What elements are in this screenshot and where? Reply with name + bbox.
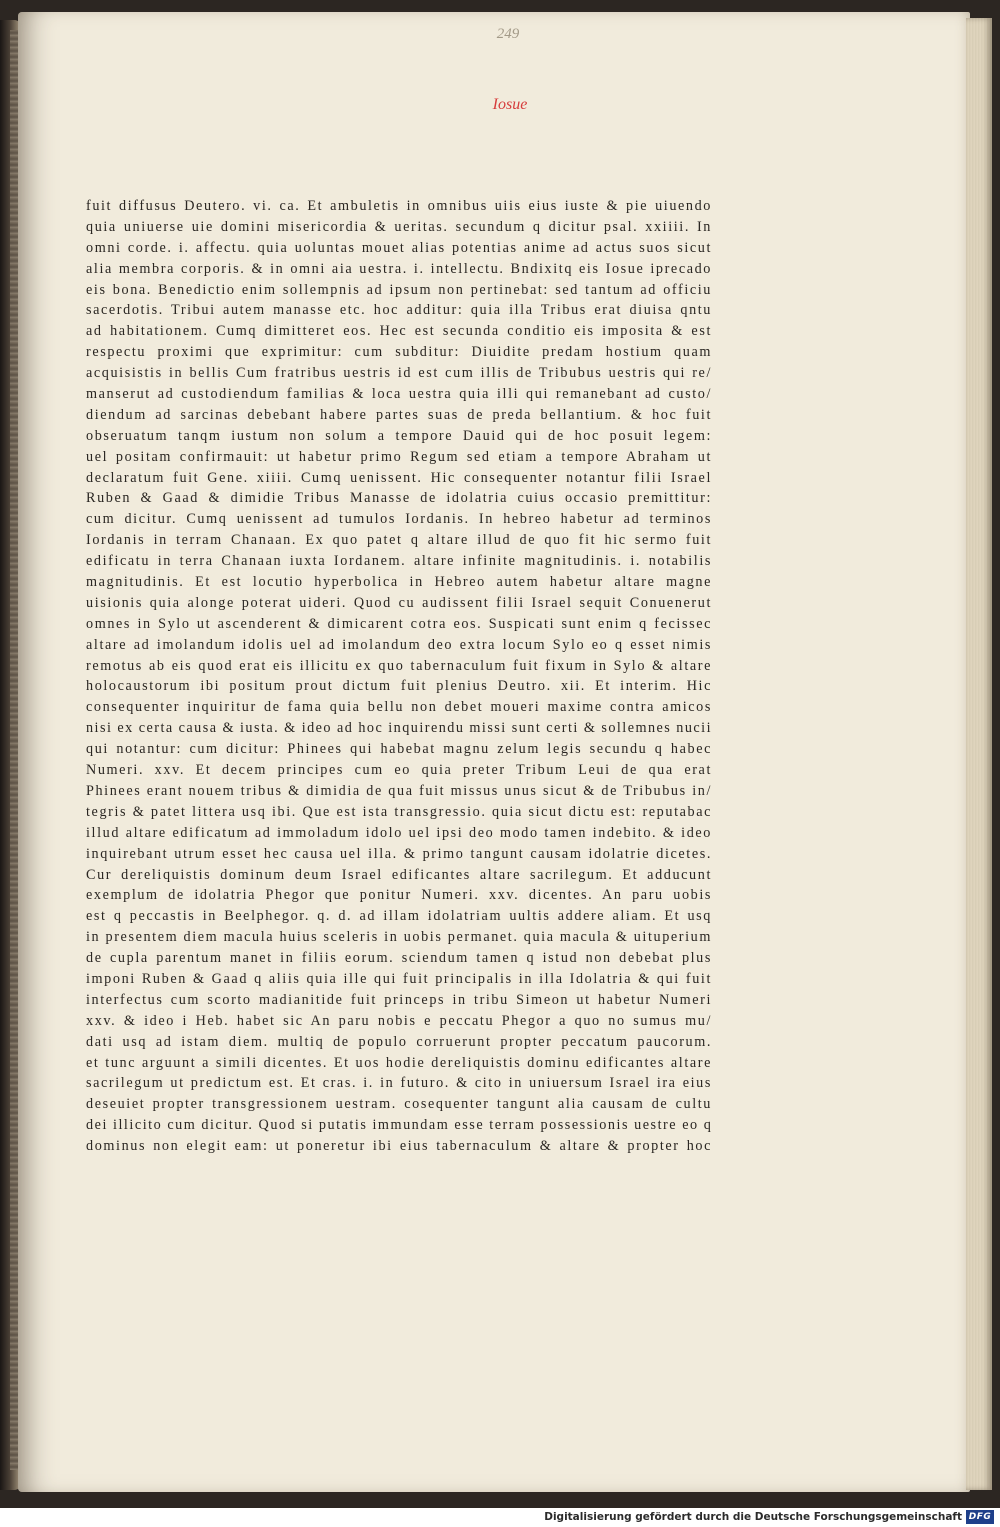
footer-credit: Digitalisierung gefördert durch die Deutsche Forschungsgemeinschaft	[544, 1511, 962, 1523]
text-line: omnes in Sylo ut ascenderent & dimicarent cotra eos. Suspicati sunt enim q fecissec	[86, 615, 712, 632]
text-line: deseuiet propter transgressionem uestram. cosequenter tangunt alia causam de cultu	[86, 1096, 712, 1113]
text-line: interfectus cum scorto madianitide fuit princeps in tribu Simeon ut habetur Numeri	[86, 991, 712, 1008]
text-line: diendum ad sarcinas debebant habere partes suas de preda bellantium. & hoc fuit	[86, 406, 712, 423]
text-line: Cur dereliquistis dominum deum Israel edificantes altare sacrilegum. Et adducunt	[86, 866, 712, 883]
text-line: respectu proximi que exprimitur: cum subditur: Diuidite predam hostium quam	[86, 344, 712, 361]
text-line: ad habitationem. Cumq dimitteret eos. Hec est secunda conditio eis imposita & est	[86, 323, 712, 340]
text-line: edificatu in terra Chanaan iuxta Iordanem. altare infinite magnitudinis. i. notabilis	[86, 553, 712, 570]
text-line: sacrilegum ut predictum est. Et cras. i. in futuro. & cito in uniuersum Israel ira eius	[86, 1075, 712, 1092]
running-head: Iosue	[492, 96, 528, 113]
folio-number: 249	[496, 26, 520, 42]
text-line: uel positam confirmauit: ut habetur primo Regum sed etiam a tempore Abraham ut	[86, 448, 712, 465]
text-line: dati usq ad istam diem. multiq de populo corruerunt propter peccatum paucorum.	[86, 1033, 712, 1050]
text-line: holocaustorum ibi positum prout dictum fuit plenius Deutro. xii. Et interim. Hic	[86, 678, 712, 695]
text-line: omni corde. i. affectu. quia uoluntas mouet alias potentias anime ad actus suos sicut	[86, 239, 712, 256]
dfg-logo: DFG	[966, 1510, 994, 1524]
text-line: dei illicito cum dicitur. Quod si putatis immundam esse terram possessionis uestre eo q	[86, 1117, 712, 1134]
text-column	[86, 196, 712, 1176]
text-line: imponi Ruben & Gaad q aliis quia ille qui fuit principalis in illa Idolatria & qui fuit	[86, 970, 712, 987]
text-line: obseruatum tanqm iustum non solum a tempore Dauid qui de hoc posuit legem:	[86, 427, 712, 444]
text-line: illud altare edificatum ad immoladum idolo uel ipsi deo modo tamen indebito. & ideo	[86, 824, 712, 841]
text-line: Ruben & Gaad & dimidie Tribus Manasse de idolatria cuius occasio premittitur:	[86, 490, 712, 507]
text-line: exemplum de idolatria Phegor que ponitur Numeri. xxv. dicentes. An paru uobis	[86, 887, 712, 904]
text-line: altare ad imolandum idolis uel ad imolandum deo extra locum Sylo eo q esset nimis	[86, 636, 712, 653]
text-line: remotus ab eis quod erat eis illicitu ex quo tabernaculum fuit fixum in Sylo & altare	[86, 657, 712, 674]
text-line: magnitudinis. Et est locutio hyperbolica in Hebreo autem habetur altare magne	[86, 574, 712, 591]
text-line: eis bona. Benedictio enim sollempnis ad ipsum non pertinebat: sed tantum ad officiu	[86, 281, 712, 298]
text-line: nisi ex certa causa & iusta. & ideo ad hoc inquirendu missi sunt certi & sollemnes nucii	[86, 720, 712, 737]
text-line: de cupla parentum manet in filiis eorum. sciendum tamen q istud non debebat plus	[86, 950, 712, 967]
text-line: quia uniuerse uie domini misericordia & ueritas. secundum q dicitur psal. xxiiii. In	[86, 218, 712, 235]
text-line: acquisistis in bellis Cum fratribus uestris id est cum illis de Tribubus uestris qui re/	[86, 365, 712, 382]
text-line: qui notantur: cum dicitur: Phinees qui habebat magnu zelum legis secundu q habec	[86, 741, 712, 758]
text-line: dominus non elegit eam: ut poneretur ibi eius tabernaculum & altare & propter hoc	[86, 1138, 712, 1155]
text-line: manserut ad custodiendum familias & loca uestra quia illi qui remanebant ad custo/	[86, 386, 712, 403]
text-line: inquirebant utrum esset hec causa uel illa. & primo tangunt causam idolatrie dicetes.	[86, 845, 712, 862]
text-line: consequenter inquiritur de fama quia bellu non debet moueri maxime contra amicos	[86, 699, 712, 716]
text-line: cum dicitur. Cumq uenissent ad tumulos Iordanis. In hebreo habetur ad terminos	[86, 511, 712, 528]
text-line: tegris & patet littera usq ibi. Que est ista transgressio. quia sicut dictu est: reputabac	[86, 803, 712, 820]
text-line: Phinees erant nouem tribus & dimidia de qua fuit missus unus sicut & de Tribubus in/	[86, 782, 712, 799]
text-line: et tunc arguunt a simili dicentes. Et uos hodie dereliquistis dominu edificantes altare	[86, 1054, 712, 1071]
text-line: declaratum fuit Gene. xiiii. Cumq uenissent. Hic consequenter notantur filii Israel	[86, 469, 712, 486]
text-line: Iordanis in terram Chanaan. Ex quo patet q altare illud de quo fit hic sermo fuit	[86, 532, 712, 549]
page-fore-edge	[966, 18, 992, 1490]
text-line: xxv. & ideo i Heb. habet sic An paru nobis e peccatu Phegor a quo no sumus mu/	[86, 1012, 712, 1029]
text-line: est q peccastis in Beelphegor. q. d. ad illam idolatriam uultis addere aliam. Et usq	[86, 908, 712, 925]
text-line: sacerdotis. Tribui autem manasse etc. hoc additur: quia illa Tribus erat diuisa qntu	[86, 302, 712, 319]
text-line: in presentem diem macula huius sceleris in uobis permanet. quia macula & uituperium	[86, 929, 712, 946]
text-line: alia membra corporis. & in omni aia uestra. i. intellectu. Bndixitq eis Iosue iprecado	[86, 260, 712, 277]
text-line: uisionis quia alonge poterat uideri. Quod cu audissent filii Israel sequit Conuenerut	[86, 594, 712, 611]
text-line: fuit diffusus Deutero. vi. ca. Et ambuletis in omnibus uiis eius iuste & pie uiuendo	[86, 198, 712, 214]
text-line: Numeri. xxv. Et decem principes cum eo quia preter Tribum Leui de qua erat	[86, 762, 712, 779]
